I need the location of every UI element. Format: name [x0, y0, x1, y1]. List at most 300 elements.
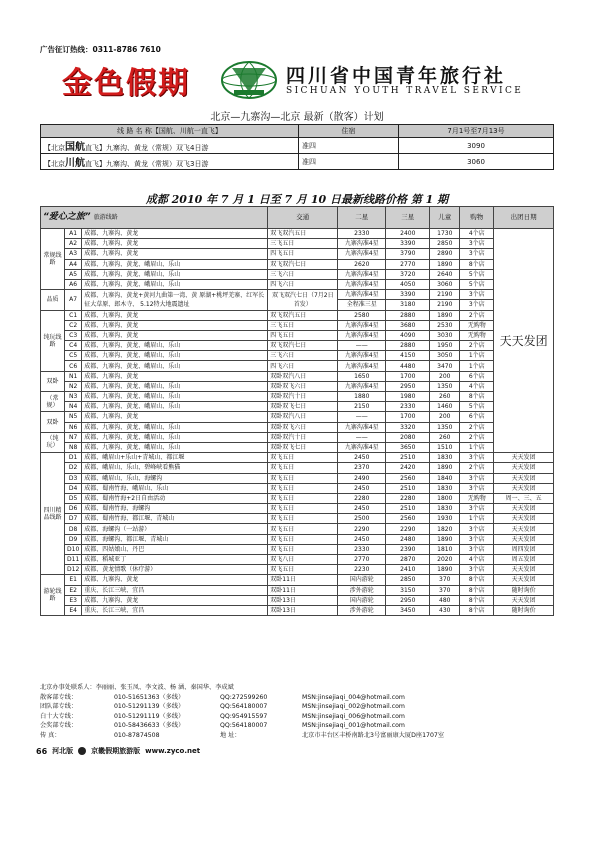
table-row — [41, 422, 554, 432]
child-price: 2530 — [430, 320, 460, 330]
category-cell: 四川精品线路 — [41, 453, 65, 575]
two-star-price: 2290 — [338, 524, 386, 534]
child-price: 1890 — [430, 463, 460, 473]
two-star-price: 涉外游轮 — [338, 585, 386, 595]
table-row — [41, 514, 554, 524]
contact-label: 团队部专线： — [40, 703, 78, 710]
child-price: 3060 — [430, 279, 460, 289]
transport: 双飞五日 — [268, 514, 338, 524]
three-star-price: 3390 — [386, 290, 430, 300]
child-price: 2190 — [430, 300, 460, 310]
departure-date: 天天发团 — [494, 483, 554, 493]
three-star-price: 2390 — [386, 544, 430, 554]
shopping: 1个店 — [460, 442, 494, 452]
route-desc: 成都、九寨沟、黄龙、峨眉山、乐山 — [82, 392, 268, 402]
category-cell: 纯玩线路 — [41, 310, 65, 371]
shopping: 3个店 — [460, 300, 494, 310]
table-row — [41, 463, 554, 473]
category-cell: 双卧 — [41, 371, 65, 391]
table-row — [41, 605, 554, 615]
table-row — [41, 412, 554, 422]
price: 3060 — [399, 154, 554, 170]
three-star-price: 4050 — [386, 279, 430, 289]
route-desc: 成都、蜀南竹海、海螺沟 — [82, 504, 268, 514]
child-price: 1350 — [430, 422, 460, 432]
departure-date: 天天发团 — [494, 524, 554, 534]
route-code: E2 — [65, 585, 82, 595]
three-star-price: 2480 — [386, 534, 430, 544]
shopping: 4个店 — [460, 229, 494, 239]
publisher-logo-icon — [78, 747, 86, 755]
child-price: 260 — [430, 392, 460, 402]
three-star-price: 2880 — [386, 310, 430, 320]
route-code: D2 — [65, 463, 82, 473]
child-price: 200 — [430, 412, 460, 422]
col-price: 7月1号至7月13号 — [399, 125, 554, 138]
table-row — [41, 249, 554, 259]
price: 3090 — [399, 138, 554, 154]
departure-date: 天天发团 — [494, 453, 554, 463]
three-star-price: 3150 — [386, 585, 430, 595]
contact-qq: QQ:564180007 — [220, 703, 268, 710]
two-star-price: 九寨沟准4星 — [338, 330, 386, 340]
transport: 双飞双汽七日 — [268, 341, 338, 351]
route-desc: 成都、九寨沟、黄龙 — [82, 330, 268, 340]
transport: 双飞五日 — [268, 504, 338, 514]
transport: 双飞五日 — [268, 493, 338, 503]
three-star-price: 3390 — [386, 239, 430, 249]
departure-date: 随时询价 — [494, 585, 554, 595]
contact-phone: 010-51651363（多线） — [114, 693, 185, 701]
shopping: 8个店 — [460, 595, 494, 605]
two-star-price: 九寨沟准4星 — [338, 381, 386, 391]
transport: 双卧双飞六日 — [268, 422, 338, 432]
shopping: 无购物 — [460, 320, 494, 330]
child-price: 2890 — [430, 249, 460, 259]
table-row — [41, 585, 554, 595]
period-banner: 成都 2010 年 7 月 1 日至 7 月 10 日最新线路价格 第 1 期 — [145, 193, 449, 206]
table-row — [41, 351, 554, 361]
company-en-name: SICHUAN YOUTH TRAVEL SERVICE — [286, 86, 524, 96]
category-cell: （常规） — [41, 392, 65, 412]
route-desc: 成都、九寨沟、黄龙、峨眉山、乐山 — [82, 259, 268, 269]
route-desc: 成都、九寨沟、黄龙、峨眉山、乐山 — [82, 269, 268, 279]
page-number: 66 — [36, 746, 48, 756]
contact-label: 会奖部专线： — [40, 722, 78, 729]
route-desc: 成都、蜀南竹海、峨眉山、乐山 — [82, 483, 268, 493]
route-code: A5 — [65, 269, 82, 279]
route-desc: 成都、峨眉山、乐山、海螺沟 — [82, 473, 268, 483]
category-cell: 游轮线路 — [41, 575, 65, 616]
transport: 四飞六日 — [268, 361, 338, 371]
three-star-price: 2950 — [386, 595, 430, 605]
three-star-price: 1700 — [386, 371, 430, 381]
table-row — [41, 565, 554, 575]
table-row — [41, 154, 554, 170]
shopping: 3个店 — [460, 504, 494, 514]
contact-phone: 010-51291119（多线） — [114, 712, 185, 720]
two-star-price: 2450 — [338, 483, 386, 493]
departure-date: 天天发团 — [494, 575, 554, 585]
col-route-name: 线 路 名 称【国航、川航一直飞】 — [41, 125, 299, 138]
contact-msn: MSN:jinsejiaqi_006@hotmail.com — [302, 712, 405, 720]
contact-phone: 010-51291139（多线） — [114, 703, 185, 710]
col-transport: 交通 — [268, 207, 338, 229]
three-star-price: 3320 — [386, 422, 430, 432]
route-code: D8 — [65, 524, 82, 534]
departure-date: 周五发团 — [494, 555, 554, 565]
three-star-price: 4090 — [386, 330, 430, 340]
route-desc: 成都、九寨沟、黄龙 — [82, 575, 268, 585]
transport: 双飞五日 — [268, 534, 338, 544]
three-star-price: 2080 — [386, 432, 430, 442]
route-desc: 成都、九寨沟、黄龙、峨眉山、乐山 — [82, 381, 268, 391]
route-desc: 成都、九寨沟、黄龙、峨眉山、乐山 — [82, 341, 268, 351]
two-star-price: 九寨沟准4星 — [338, 239, 386, 249]
three-star-price: 2850 — [386, 575, 430, 585]
departure-date: 天天发团 — [494, 473, 554, 483]
two-star-price: 全程准三星 — [338, 300, 386, 310]
two-star-price: 九寨沟准4星 — [338, 269, 386, 279]
three-star-price: 2280 — [386, 493, 430, 503]
route-code: D10 — [65, 544, 82, 554]
table-row — [41, 453, 554, 463]
two-star-price: —— — [338, 432, 386, 442]
contact-row — [40, 712, 554, 722]
two-star-price: 2450 — [338, 504, 386, 514]
transport: 双飞五日 — [268, 544, 338, 554]
shopping: 1个店 — [460, 361, 494, 371]
two-star-price: 九寨沟准4星 — [338, 361, 386, 371]
route-code: C3 — [65, 330, 82, 340]
contact-msn: MSN:jinsejiaqi_004@hotmail.com — [302, 693, 405, 701]
transport: 双卧13日 — [268, 605, 338, 615]
table-row — [41, 269, 554, 279]
col-two-star: 二星 — [338, 207, 386, 229]
departure-date: 周一、三、五 — [494, 493, 554, 503]
contact-row — [40, 693, 554, 703]
route-code: N3 — [65, 392, 82, 402]
two-star-price: 2500 — [338, 514, 386, 524]
route-code: N5 — [65, 412, 82, 422]
shopping: 3个店 — [460, 239, 494, 249]
transport: 双卧双汽十日 — [268, 392, 338, 402]
child-price: 1950 — [430, 341, 460, 351]
route-code: D5 — [65, 493, 82, 503]
transport: 四飞五日 — [268, 330, 338, 340]
transport: 三飞六日 — [268, 269, 338, 279]
shopping: 2个店 — [460, 432, 494, 442]
category-cell: 双卧 — [41, 412, 65, 432]
route-code: N1 — [65, 371, 82, 381]
route-code: D11 — [65, 555, 82, 565]
table-row — [41, 290, 554, 300]
two-star-price: 1650 — [338, 371, 386, 381]
two-star-price: 2450 — [338, 453, 386, 463]
contact-row — [40, 721, 554, 731]
contact-qq: 地 址： — [220, 731, 241, 739]
three-star-price: 1700 — [386, 412, 430, 422]
shopping: 1个店 — [460, 351, 494, 361]
departure-date: 天天发团 — [494, 595, 554, 605]
transport: 四飞五日 — [268, 249, 338, 259]
route-desc: 成都、九寨沟、黄龙、峨眉山、乐山 — [82, 279, 268, 289]
ad-hotline: 广告征订热线：0311-8786 7610 — [40, 45, 161, 54]
three-star-price: 3790 — [386, 249, 430, 259]
route-desc: 重庆、长江三峡、宜昌 — [82, 605, 268, 615]
three-star-price: 3720 — [386, 269, 430, 279]
three-star-price: 3680 — [386, 320, 430, 330]
three-star-price: 2420 — [386, 463, 430, 473]
child-price: 2850 — [430, 239, 460, 249]
route-desc: 成都、九寨沟、黄龙、峨眉山、乐山 — [82, 422, 268, 432]
route-code: D7 — [65, 514, 82, 524]
shopping: 3个店 — [460, 534, 494, 544]
route-code: A2 — [65, 239, 82, 249]
child-price: 1890 — [430, 259, 460, 269]
route-code: E3 — [65, 595, 82, 605]
child-price: 200 — [430, 371, 460, 381]
table-row — [41, 330, 554, 340]
two-star-price: 九寨沟准4星 — [338, 422, 386, 432]
contact-qq: QQ:564180007 — [220, 722, 268, 729]
shopping: 5个店 — [460, 279, 494, 289]
child-price: 1890 — [430, 534, 460, 544]
two-star-price: 2370 — [338, 463, 386, 473]
three-star-price: 3450 — [386, 605, 430, 615]
daily-departure: 天天发团 — [494, 229, 554, 453]
transport: 双飞五日 — [268, 463, 338, 473]
route-desc: 成都、九寨沟、黄龙 — [82, 239, 268, 249]
shopping: 1个店 — [460, 514, 494, 524]
child-price: 1830 — [430, 453, 460, 463]
two-star-price: 2330 — [338, 229, 386, 239]
route-code: C1 — [65, 310, 82, 320]
shopping: 5个店 — [460, 402, 494, 412]
route-desc: 成都、蜀南竹海、都江堰、青城山 — [82, 514, 268, 524]
contact-qq: QQ:954915597 — [220, 712, 268, 720]
child-price: 1820 — [430, 524, 460, 534]
child-price: 1800 — [430, 493, 460, 503]
two-star-price: 国内游轮 — [338, 595, 386, 605]
route-code: N8 — [65, 442, 82, 452]
shopping: 2个店 — [460, 463, 494, 473]
transport: 双卧双汽八日 — [268, 412, 338, 422]
departure-date: 随时询价 — [494, 605, 554, 615]
three-star-price: 1980 — [386, 392, 430, 402]
route-code: C2 — [65, 320, 82, 330]
transport: 双卧双飞六日 — [268, 381, 338, 391]
table-row — [41, 341, 554, 351]
departure-date: 周四发团 — [494, 544, 554, 554]
route-code: E1 — [65, 575, 82, 585]
two-star-price: 2490 — [338, 473, 386, 483]
departure-date: 天天发团 — [494, 504, 554, 514]
two-star-price: 九寨沟准4星 — [338, 351, 386, 361]
three-star-price: 2510 — [386, 504, 430, 514]
website: www.zyco.net — [145, 747, 201, 755]
table-row — [41, 402, 554, 412]
route-code: C6 — [65, 361, 82, 371]
route-code: D12 — [65, 565, 82, 575]
col-three-star: 三星 — [386, 207, 430, 229]
two-star-price: 2620 — [338, 259, 386, 269]
departure-date: 天天发团 — [494, 565, 554, 575]
stay: 准四 — [299, 138, 399, 154]
table-row — [41, 259, 554, 269]
price-table — [40, 124, 554, 170]
brand-cell: “爱心之旅” 旅游线路 — [41, 207, 268, 229]
col-departure: 出团日期 — [494, 207, 554, 229]
route-desc: 成都、九寨沟、黄龙 — [82, 412, 268, 422]
route-desc: 成都、九寨沟、黄龙 — [82, 249, 268, 259]
child-price: 370 — [430, 575, 460, 585]
table-row — [41, 381, 554, 391]
table-row — [41, 229, 554, 239]
departure-date: 天天发团 — [494, 514, 554, 524]
route-desc: 成都、海螺沟、都江堰、青城山 — [82, 534, 268, 544]
table-row — [41, 595, 554, 605]
two-star-price: 涉外游轮 — [338, 605, 386, 615]
route-desc: 成都、九寨沟、黄龙、峨眉山、乐山 — [82, 351, 268, 361]
table-row — [41, 575, 554, 585]
route-desc: 成都、峨眉山、乐山、碧峰峡看熊猫 — [82, 463, 268, 473]
contact-row — [40, 731, 554, 741]
col-shopping: 购物 — [460, 207, 494, 229]
route-code: A7 — [65, 290, 82, 310]
child-price: 1840 — [430, 473, 460, 483]
child-price: 2020 — [430, 555, 460, 565]
route-desc: 成都、九寨沟、黄龙 — [82, 595, 268, 605]
child-price: 3470 — [430, 361, 460, 371]
two-star-price: 2230 — [338, 565, 386, 575]
three-star-price: 2510 — [386, 453, 430, 463]
shopping: 3个店 — [460, 544, 494, 554]
transport: 双飞五日 — [268, 524, 338, 534]
shopping: 3个店 — [460, 473, 494, 483]
table-row — [41, 534, 554, 544]
table-row — [41, 138, 554, 154]
contact-label: 传 真： — [40, 731, 61, 739]
contact-msn: MSN:jinsejiaqi_002@hotmail.com — [302, 703, 405, 710]
route-code: N2 — [65, 381, 82, 391]
route-desc: 成都、四姑娘山、丹巴 — [82, 544, 268, 554]
globe-emblem-icon — [220, 60, 278, 100]
transport: 双飞五日 — [268, 565, 338, 575]
route-code: D4 — [65, 483, 82, 493]
route-desc: 成都、九寨沟、黄龙 — [82, 229, 268, 239]
price-table-header — [41, 125, 554, 138]
shopping: 6个店 — [460, 371, 494, 381]
route-name: 【北京国航直飞】九寨沟、黄龙（常规）双飞4日游 — [41, 138, 299, 154]
shopping: 3个店 — [460, 290, 494, 300]
publisher: 京畿假期旅游版 — [91, 747, 141, 755]
contact-phone: 010-58436633（多线） — [114, 722, 185, 729]
table-row — [41, 555, 554, 565]
route-code: N7 — [65, 432, 82, 442]
child-price: 480 — [430, 595, 460, 605]
route-code: D1 — [65, 453, 82, 463]
child-price: 1510 — [430, 442, 460, 452]
three-star-price: 2770 — [386, 259, 430, 269]
shopping: 8个店 — [460, 392, 494, 402]
shopping: 4个店 — [460, 381, 494, 391]
route-code: N4 — [65, 402, 82, 412]
table-row — [41, 279, 554, 289]
shopping: 3个店 — [460, 483, 494, 493]
transport: 双卧11日 — [268, 585, 338, 595]
route-code: N6 — [65, 422, 82, 432]
route-title: 北京—九寨沟—北京 最新（散客）计划 — [210, 112, 384, 123]
shopping: 6个店 — [460, 412, 494, 422]
contact-label: 散客部专线： — [40, 693, 78, 701]
category-cell: 品质 — [41, 290, 65, 310]
route-code: E4 — [65, 605, 82, 615]
route-desc: 成都、稻城亚丁 — [82, 555, 268, 565]
child-price: 1890 — [430, 565, 460, 575]
child-price: 1830 — [430, 504, 460, 514]
route-desc: 成都、九寨沟、黄龙、峨眉山、乐山 — [82, 442, 268, 452]
transport: 双飞五日 — [268, 473, 338, 483]
contact-label: 白十大专线： — [40, 712, 78, 720]
route-desc: 成都、九寨沟、黄龙+黄河九曲第一湾、黄 原湖+桃坪羌寨、红军长征大草原、郎木寺、 5.12特大地震遗址 — [82, 290, 268, 310]
transport: 四飞六日 — [268, 279, 338, 289]
shopping: 8个店 — [460, 575, 494, 585]
transport: 双飞五日 — [268, 483, 338, 493]
three-star-price: 2560 — [386, 514, 430, 524]
shopping: 8个店 — [460, 605, 494, 615]
contact-qq: QQ:272599260 — [220, 693, 268, 701]
two-star-price: 2330 — [338, 544, 386, 554]
route-desc: 成都、九寨沟、黄龙、峨眉山、乐山 — [82, 361, 268, 371]
child-price: 3030 — [430, 330, 460, 340]
route-desc: 重庆、长江三峡、宜昌 — [82, 585, 268, 595]
transport: 双飞八日 — [268, 555, 338, 565]
main-table-header — [41, 207, 554, 229]
table-row — [41, 442, 554, 452]
shopping: 8个店 — [460, 259, 494, 269]
shopping: 3个店 — [460, 565, 494, 575]
transport: 双飞五日 — [268, 453, 338, 463]
route-name: 【北京川航直飞】九寨沟、黄龙（常规）双飞3日游 — [41, 154, 299, 170]
contact-row — [40, 702, 554, 712]
transport: 双卧双飞七日 — [268, 442, 338, 452]
two-star-price: 2280 — [338, 493, 386, 503]
departure-date: 天天发团 — [494, 463, 554, 473]
main-route-table — [40, 206, 554, 616]
route-code: A4 — [65, 259, 82, 269]
route-desc: 成都、九寨沟、黄龙、峨眉山、乐山 — [82, 402, 268, 412]
two-star-price: —— — [338, 412, 386, 422]
table-row — [41, 493, 554, 503]
child-price: 2190 — [430, 290, 460, 300]
three-star-price: 2870 — [386, 555, 430, 565]
route-desc: 成都、峨眉山+乐山+青城山、都江堰 — [82, 453, 268, 463]
child-price: 430 — [430, 605, 460, 615]
shopping: 4个店 — [460, 555, 494, 565]
three-star-price: 2560 — [386, 473, 430, 483]
transport: 三飞五日 — [268, 320, 338, 330]
route-code: C5 — [65, 351, 82, 361]
route-desc: 成都、九寨沟、黄龙 — [82, 371, 268, 381]
table-row — [41, 432, 554, 442]
two-star-price: —— — [338, 341, 386, 351]
route-code: A3 — [65, 249, 82, 259]
route-desc: 成都、九寨沟、黄龙、峨眉山、乐山 — [82, 432, 268, 442]
contact-block — [40, 683, 554, 740]
three-star-price: 4480 — [386, 361, 430, 371]
contact-phone: 010-87874508 — [114, 731, 160, 739]
